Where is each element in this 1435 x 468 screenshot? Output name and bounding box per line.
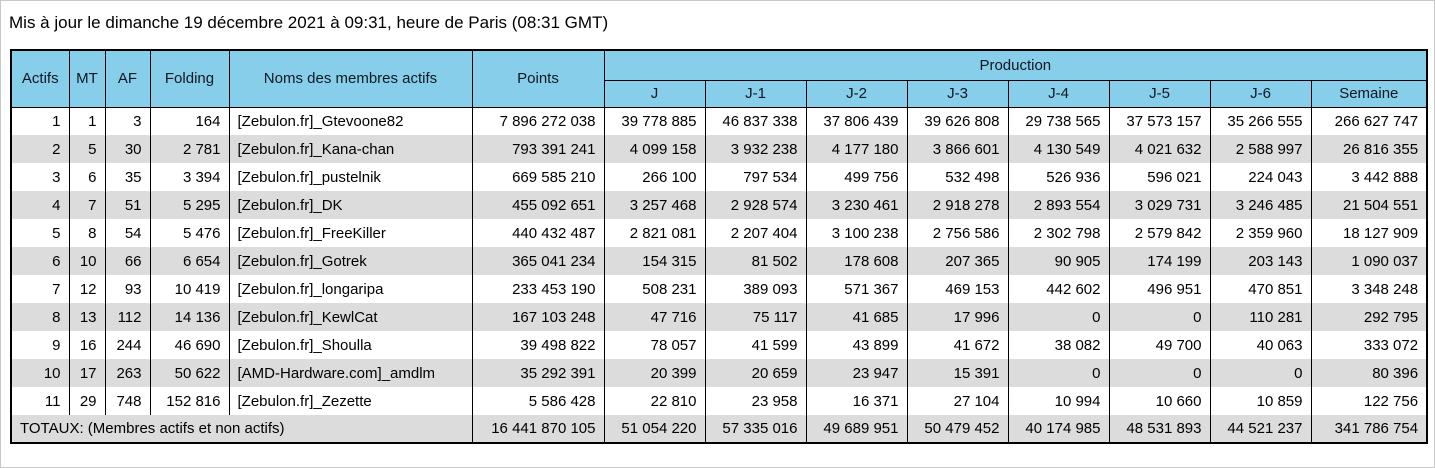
col-header-j4: J-4 bbox=[1008, 80, 1109, 107]
totals-prod-j2: 49 689 951 bbox=[806, 415, 907, 443]
cell-j: 78 057 bbox=[604, 331, 705, 359]
cell-j6: 110 281 bbox=[1210, 303, 1311, 331]
cell-j1: 797 534 bbox=[705, 163, 806, 191]
cell-af: 112 bbox=[105, 303, 150, 331]
cell-actifs: 7 bbox=[11, 275, 69, 303]
cell-points: 669 585 210 bbox=[472, 163, 604, 191]
cell-folding: 6 654 bbox=[150, 247, 229, 275]
col-header-points: Points bbox=[472, 50, 604, 107]
cell-j1: 2 207 404 bbox=[705, 219, 806, 247]
cell-af: 263 bbox=[105, 359, 150, 387]
cell-j2: 3 230 461 bbox=[806, 191, 907, 219]
cell-mt: 29 bbox=[69, 387, 105, 415]
table-row bbox=[11, 247, 1427, 275]
cell-j5: 49 700 bbox=[1109, 331, 1210, 359]
cell-j4: 526 936 bbox=[1008, 163, 1109, 191]
cell-nom: [Zebulon.fr]_FreeKiller bbox=[229, 219, 472, 247]
cell-j4: 2 302 798 bbox=[1008, 219, 1109, 247]
cell-j2: 3 100 238 bbox=[806, 219, 907, 247]
cell-actifs: 10 bbox=[11, 359, 69, 387]
cell-j5: 174 199 bbox=[1109, 247, 1210, 275]
cell-mt: 6 bbox=[69, 163, 105, 191]
cell-points: 440 432 487 bbox=[472, 219, 604, 247]
cell-folding: 5 295 bbox=[150, 191, 229, 219]
col-header-j3: J-3 bbox=[907, 80, 1008, 107]
cell-points: 365 041 234 bbox=[472, 247, 604, 275]
cell-j2: 4 177 180 bbox=[806, 135, 907, 163]
cell-nom: [Zebulon.fr]_pustelnik bbox=[229, 163, 472, 191]
cell-actifs: 5 bbox=[11, 219, 69, 247]
cell-semaine: 21 504 551 bbox=[1311, 191, 1427, 219]
totals-prod-j3: 50 479 452 bbox=[907, 415, 1008, 443]
cell-points: 5 586 428 bbox=[472, 387, 604, 415]
cell-semaine: 80 396 bbox=[1311, 359, 1427, 387]
cell-j2: 43 899 bbox=[806, 331, 907, 359]
cell-af: 54 bbox=[105, 219, 150, 247]
cell-j1: 2 928 574 bbox=[705, 191, 806, 219]
cell-nom: [Zebulon.fr]_Gotrek bbox=[229, 247, 472, 275]
cell-j4: 90 905 bbox=[1008, 247, 1109, 275]
table-row bbox=[11, 163, 1427, 191]
cell-j3: 27 104 bbox=[907, 387, 1008, 415]
table-row bbox=[11, 275, 1427, 303]
cell-j1: 20 659 bbox=[705, 359, 806, 387]
cell-semaine: 26 816 355 bbox=[1311, 135, 1427, 163]
cell-mt: 13 bbox=[69, 303, 105, 331]
cell-af: 748 bbox=[105, 387, 150, 415]
cell-j: 154 315 bbox=[604, 247, 705, 275]
totals-prod-j4: 40 174 985 bbox=[1008, 415, 1109, 443]
col-header-j5: J-5 bbox=[1109, 80, 1210, 107]
table-row bbox=[11, 107, 1427, 135]
cell-actifs: 11 bbox=[11, 387, 69, 415]
cell-j1: 81 502 bbox=[705, 247, 806, 275]
cell-af: 35 bbox=[105, 163, 150, 191]
cell-j1: 75 117 bbox=[705, 303, 806, 331]
table-row bbox=[11, 387, 1427, 415]
cell-semaine: 266 627 747 bbox=[1311, 107, 1427, 135]
cell-folding: 3 394 bbox=[150, 163, 229, 191]
cell-j: 4 099 158 bbox=[604, 135, 705, 163]
cell-folding: 46 690 bbox=[150, 331, 229, 359]
cell-af: 3 bbox=[105, 107, 150, 135]
cell-nom: [Zebulon.fr]_Kana-chan bbox=[229, 135, 472, 163]
cell-j6: 40 063 bbox=[1210, 331, 1311, 359]
cell-points: 455 092 651 bbox=[472, 191, 604, 219]
cell-folding: 10 419 bbox=[150, 275, 229, 303]
col-header-folding: Folding bbox=[150, 50, 229, 107]
cell-j: 22 810 bbox=[604, 387, 705, 415]
cell-j3: 15 391 bbox=[907, 359, 1008, 387]
cell-j: 2 821 081 bbox=[604, 219, 705, 247]
cell-points: 7 896 272 038 bbox=[472, 107, 604, 135]
cell-j6: 470 851 bbox=[1210, 275, 1311, 303]
cell-j: 3 257 468 bbox=[604, 191, 705, 219]
col-header-j: J bbox=[604, 80, 705, 107]
totals-prod-semaine: 341 786 754 bbox=[1311, 415, 1427, 443]
cell-semaine: 333 072 bbox=[1311, 331, 1427, 359]
cell-af: 93 bbox=[105, 275, 150, 303]
cell-j2: 499 756 bbox=[806, 163, 907, 191]
cell-j6: 2 359 960 bbox=[1210, 219, 1311, 247]
cell-semaine: 3 442 888 bbox=[1311, 163, 1427, 191]
col-header-mt: MT bbox=[69, 50, 105, 107]
totals-label: TOTAUX: (Membres actifs et non actifs) bbox=[11, 415, 472, 443]
cell-mt: 8 bbox=[69, 219, 105, 247]
cell-j2: 23 947 bbox=[806, 359, 907, 387]
cell-j: 266 100 bbox=[604, 163, 705, 191]
cell-points: 35 292 391 bbox=[472, 359, 604, 387]
col-header-j2: J-2 bbox=[806, 80, 907, 107]
cell-j2: 37 806 439 bbox=[806, 107, 907, 135]
cell-af: 66 bbox=[105, 247, 150, 275]
cell-j3: 41 672 bbox=[907, 331, 1008, 359]
cell-j2: 16 371 bbox=[806, 387, 907, 415]
totals-prod-j: 51 054 220 bbox=[604, 415, 705, 443]
totals-row bbox=[11, 415, 1427, 443]
cell-points: 233 453 190 bbox=[472, 275, 604, 303]
cell-j6: 3 246 485 bbox=[1210, 191, 1311, 219]
cell-actifs: 1 bbox=[11, 107, 69, 135]
cell-j1: 3 932 238 bbox=[705, 135, 806, 163]
cell-j4: 10 994 bbox=[1008, 387, 1109, 415]
cell-j4: 2 893 554 bbox=[1008, 191, 1109, 219]
cell-j4: 0 bbox=[1008, 359, 1109, 387]
cell-nom: [Zebulon.fr]_longaripa bbox=[229, 275, 472, 303]
cell-j6: 10 859 bbox=[1210, 387, 1311, 415]
cell-j3: 39 626 808 bbox=[907, 107, 1008, 135]
cell-actifs: 2 bbox=[11, 135, 69, 163]
cell-mt: 7 bbox=[69, 191, 105, 219]
cell-j3: 17 996 bbox=[907, 303, 1008, 331]
cell-nom: [AMD-Hardware.com]_amdlm bbox=[229, 359, 472, 387]
totals-prod-j1: 57 335 016 bbox=[705, 415, 806, 443]
cell-folding: 5 476 bbox=[150, 219, 229, 247]
cell-actifs: 4 bbox=[11, 191, 69, 219]
totals-points: 16 441 870 105 bbox=[472, 415, 604, 443]
cell-j4: 4 130 549 bbox=[1008, 135, 1109, 163]
cell-j: 39 778 885 bbox=[604, 107, 705, 135]
cell-j4: 29 738 565 bbox=[1008, 107, 1109, 135]
cell-j: 20 399 bbox=[604, 359, 705, 387]
cell-j3: 3 866 601 bbox=[907, 135, 1008, 163]
cell-j5: 0 bbox=[1109, 303, 1210, 331]
cell-j6: 203 143 bbox=[1210, 247, 1311, 275]
cell-j3: 207 365 bbox=[907, 247, 1008, 275]
cell-points: 39 498 822 bbox=[472, 331, 604, 359]
cell-semaine: 1 090 037 bbox=[1311, 247, 1427, 275]
cell-nom: [Zebulon.fr]_DK bbox=[229, 191, 472, 219]
col-header-noms: Noms des membres actifs bbox=[229, 50, 472, 107]
cell-j1: 46 837 338 bbox=[705, 107, 806, 135]
cell-j6: 2 588 997 bbox=[1210, 135, 1311, 163]
cell-j: 47 716 bbox=[604, 303, 705, 331]
cell-nom: [Zebulon.fr]_KewlCat bbox=[229, 303, 472, 331]
cell-nom: [Zebulon.fr]_Shoulla bbox=[229, 331, 472, 359]
cell-semaine: 3 348 248 bbox=[1311, 275, 1427, 303]
cell-j3: 2 918 278 bbox=[907, 191, 1008, 219]
col-header-production: Production bbox=[604, 50, 1427, 80]
header-row-top bbox=[11, 50, 1427, 80]
totals-prod-j5: 48 531 893 bbox=[1109, 415, 1210, 443]
cell-j6: 0 bbox=[1210, 359, 1311, 387]
stats-table bbox=[10, 49, 1428, 444]
cell-af: 51 bbox=[105, 191, 150, 219]
cell-j6: 224 043 bbox=[1210, 163, 1311, 191]
col-header-semaine: Semaine bbox=[1311, 80, 1427, 107]
cell-j1: 389 093 bbox=[705, 275, 806, 303]
cell-j2: 178 608 bbox=[806, 247, 907, 275]
cell-j4: 0 bbox=[1008, 303, 1109, 331]
cell-mt: 17 bbox=[69, 359, 105, 387]
table-row bbox=[11, 359, 1427, 387]
cell-semaine: 122 756 bbox=[1311, 387, 1427, 415]
cell-mt: 16 bbox=[69, 331, 105, 359]
col-header-af: AF bbox=[105, 50, 150, 107]
cell-actifs: 3 bbox=[11, 163, 69, 191]
col-header-j1: J-1 bbox=[705, 80, 806, 107]
cell-folding: 2 781 bbox=[150, 135, 229, 163]
cell-actifs: 9 bbox=[11, 331, 69, 359]
col-header-j6: J-6 bbox=[1210, 80, 1311, 107]
cell-j3: 469 153 bbox=[907, 275, 1008, 303]
table-row bbox=[11, 191, 1427, 219]
cell-j2: 41 685 bbox=[806, 303, 907, 331]
cell-j1: 23 958 bbox=[705, 387, 806, 415]
cell-nom: [Zebulon.fr]_Zezette bbox=[229, 387, 472, 415]
cell-j4: 38 082 bbox=[1008, 331, 1109, 359]
cell-folding: 50 622 bbox=[150, 359, 229, 387]
table-row bbox=[11, 135, 1427, 163]
cell-mt: 1 bbox=[69, 107, 105, 135]
cell-actifs: 8 bbox=[11, 303, 69, 331]
totals-prod-j6: 44 521 237 bbox=[1210, 415, 1311, 443]
cell-j5: 596 021 bbox=[1109, 163, 1210, 191]
cell-j5: 4 021 632 bbox=[1109, 135, 1210, 163]
col-header-actifs: Actifs bbox=[11, 50, 69, 107]
cell-folding: 14 136 bbox=[150, 303, 229, 331]
cell-j5: 3 029 731 bbox=[1109, 191, 1210, 219]
cell-af: 244 bbox=[105, 331, 150, 359]
cell-mt: 12 bbox=[69, 275, 105, 303]
cell-j5: 37 573 157 bbox=[1109, 107, 1210, 135]
cell-j6: 35 266 555 bbox=[1210, 107, 1311, 135]
cell-j1: 41 599 bbox=[705, 331, 806, 359]
cell-mt: 10 bbox=[69, 247, 105, 275]
table-row bbox=[11, 331, 1427, 359]
cell-j5: 0 bbox=[1109, 359, 1210, 387]
cell-nom: [Zebulon.fr]_Gtevoone82 bbox=[229, 107, 472, 135]
cell-j5: 2 579 842 bbox=[1109, 219, 1210, 247]
cell-mt: 5 bbox=[69, 135, 105, 163]
cell-folding: 152 816 bbox=[150, 387, 229, 415]
cell-j4: 442 602 bbox=[1008, 275, 1109, 303]
table-row bbox=[11, 303, 1427, 331]
cell-j5: 496 951 bbox=[1109, 275, 1210, 303]
cell-af: 30 bbox=[105, 135, 150, 163]
table-row bbox=[11, 219, 1427, 247]
update-timestamp: Mis à jour le dimanche 19 décembre 2021 à 09:31, heure de Paris (08:31 GMT) bbox=[9, 13, 609, 32]
cell-semaine: 18 127 909 bbox=[1311, 219, 1427, 247]
cell-folding: 164 bbox=[150, 107, 229, 135]
cell-j3: 2 756 586 bbox=[907, 219, 1008, 247]
cell-j2: 571 367 bbox=[806, 275, 907, 303]
cell-j3: 532 498 bbox=[907, 163, 1008, 191]
cell-j5: 10 660 bbox=[1109, 387, 1210, 415]
cell-semaine: 292 795 bbox=[1311, 303, 1427, 331]
cell-actifs: 6 bbox=[11, 247, 69, 275]
cell-points: 167 103 248 bbox=[472, 303, 604, 331]
cell-j: 508 231 bbox=[604, 275, 705, 303]
cell-points: 793 391 241 bbox=[472, 135, 604, 163]
